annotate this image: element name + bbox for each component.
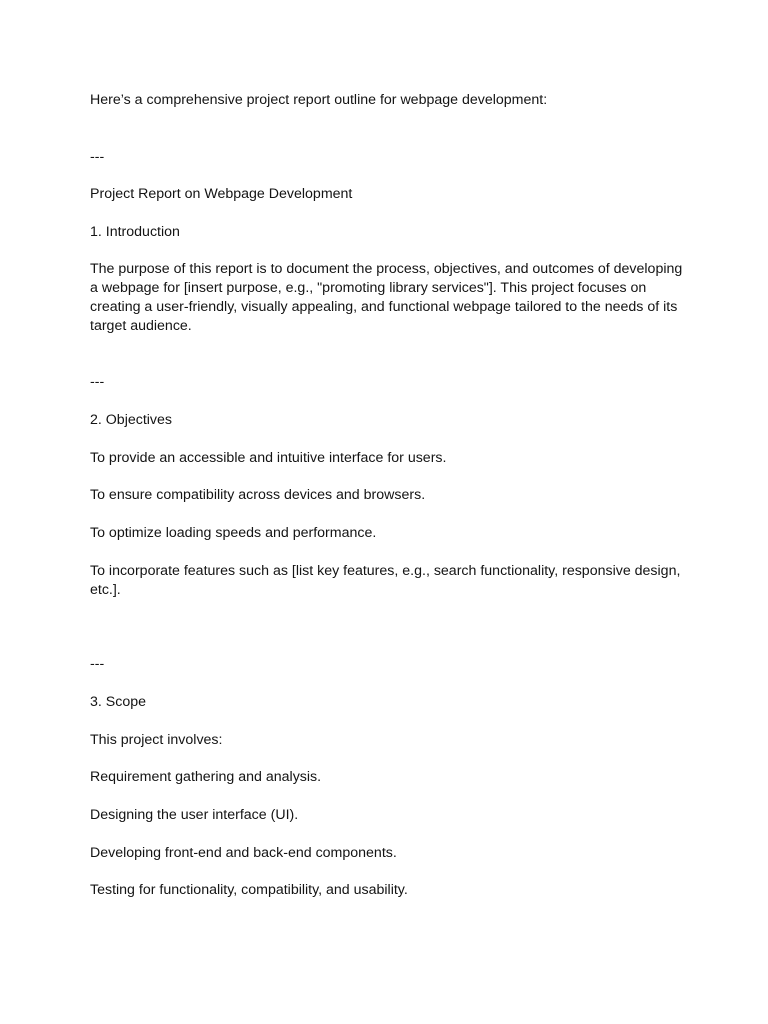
scope-item: Testing for functionality, compatibility, and usability. [90, 882, 408, 898]
objective-item: To provide an accessible and intuitive interface for users. [90, 450, 447, 466]
objective-item: To optimize loading speeds and performance. [90, 525, 377, 541]
section-heading-introduction: 1. Introduction [90, 224, 180, 240]
report-title: Project Report on Webpage Development [90, 186, 353, 202]
separator: --- [90, 656, 105, 672]
introduction-paragraph-line: creating a user-friendly, visually appealing, and functional webpage tailored to the needs of its [90, 299, 678, 315]
objective-item: To ensure compatibility across devices and browsers. [90, 487, 426, 503]
section-heading-objectives: 2. Objectives [90, 412, 173, 428]
scope-item: Designing the user interface (UI). [90, 807, 299, 823]
introduction-paragraph-line: a webpage for [insert purpose, e.g., "promoting library services"]. This project focuses on [90, 280, 647, 296]
separator: --- [90, 374, 105, 390]
introduction-paragraph-line: target audience. [90, 318, 192, 334]
intro-line: Here’s a comprehensive project report outline for webpage development: [90, 92, 548, 108]
objective-item-line: etc.]. [90, 582, 121, 598]
scope-item: Requirement gathering and analysis. [90, 769, 322, 785]
scope-item: Developing front-end and back-end components. [90, 845, 397, 861]
introduction-paragraph-line: The purpose of this report is to document the process, objectives, and outcomes of developing [90, 261, 683, 277]
section-heading-scope: 3. Scope [90, 694, 147, 710]
scope-lead: This project involves: [90, 732, 223, 748]
objective-item-line: To incorporate features such as [list key features, e.g., search functionality, responsive design, [90, 563, 681, 579]
separator: --- [90, 149, 105, 165]
